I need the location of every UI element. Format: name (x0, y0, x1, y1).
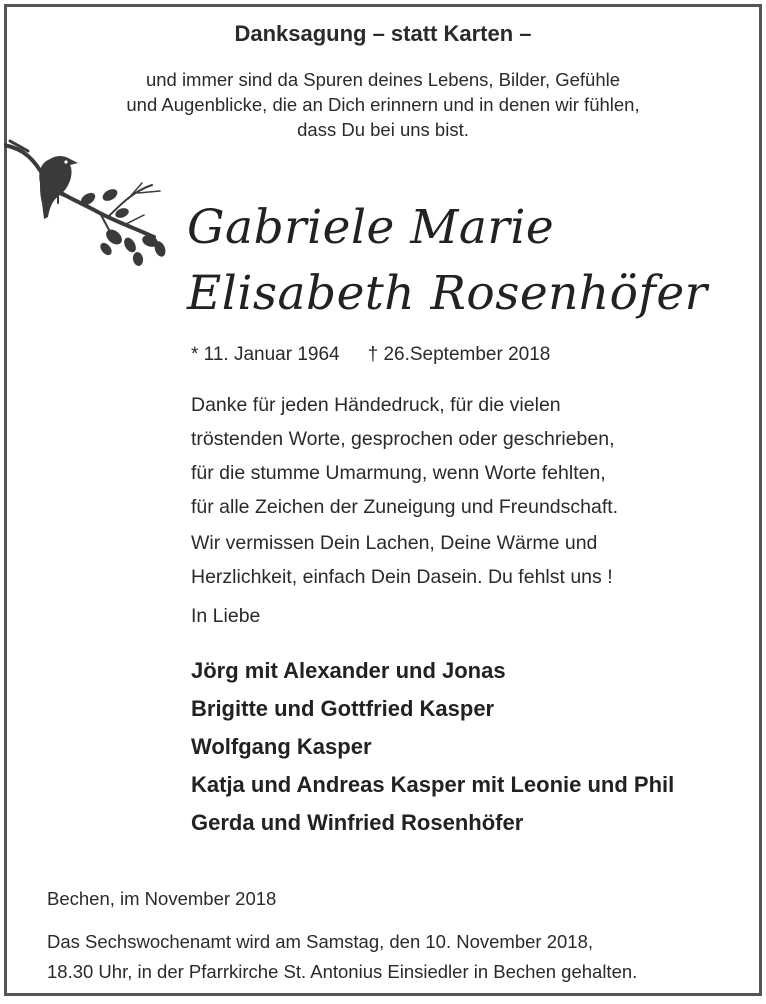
notice-line: Das Sechswochenamt wird am Samstag, den 10. November 2018, (47, 931, 594, 952)
mourner-entry: Wolfgang Kasper (191, 734, 372, 759)
mourner-entry: Brigitte und Gottfried Kasper (191, 696, 495, 721)
name-line-1: Gabriele Marie (187, 200, 555, 255)
mourner-entry: Katja und Andreas Kasper mit Leonie und Phil (191, 772, 675, 797)
place-date: Bechen, im November 2018 (47, 888, 277, 909)
death-date: † 26.September 2018 (367, 344, 551, 365)
intro-line: dass Du bei uns bist. (297, 119, 469, 140)
paragraph-line: für alle Zeichen der Zuneigung und Freundschaft. (191, 496, 619, 518)
heading: Danksagung – statt Karten – (234, 21, 532, 46)
paragraph-line: Wir vermissen Dein Lachen, Deine Wärme und (191, 532, 598, 554)
service-notice (47, 927, 637, 987)
name-line-2: Elisabeth Rosenhöfer (187, 266, 708, 321)
mourners-list (191, 652, 674, 842)
paragraph-line: Danke für jeden Händedruck, für die vielen (191, 394, 561, 416)
mourner-entry: Gerda und Winfried Rosenhöfer (191, 810, 524, 835)
paragraph-line: für die stumme Umarmung, wenn Worte fehlten, (191, 462, 606, 484)
intro-line: und immer sind da Spuren deines Lebens, Bilder, Gefühle (145, 69, 621, 90)
mourner-entry: Jörg mit Alexander und Jonas (191, 658, 506, 683)
in-liebe-label: In Liebe (191, 605, 261, 627)
obituary-card (4, 4, 762, 996)
deceased-name (187, 195, 708, 327)
life-dates (191, 344, 550, 366)
intro-line: und Augenblicke, die an Dich erinnern und in denen wir fühlen, (126, 94, 640, 115)
miss-paragraph (191, 526, 613, 594)
bird-on-branch-icon (4, 133, 172, 269)
intro-verse (7, 67, 759, 142)
thanks-paragraph (191, 388, 618, 524)
birth-date: * 11. Januar 1964 (191, 344, 340, 365)
paragraph-line: Herzlichkeit, einfach Dein Dasein. Du fehlst uns ! (191, 566, 613, 588)
notice-line: 18.30 Uhr, in der Pfarrkirche St. Antonius Einsiedler in Bechen gehalten. (47, 961, 638, 982)
paragraph-line: tröstenden Worte, gesprochen oder geschrieben, (191, 428, 615, 450)
